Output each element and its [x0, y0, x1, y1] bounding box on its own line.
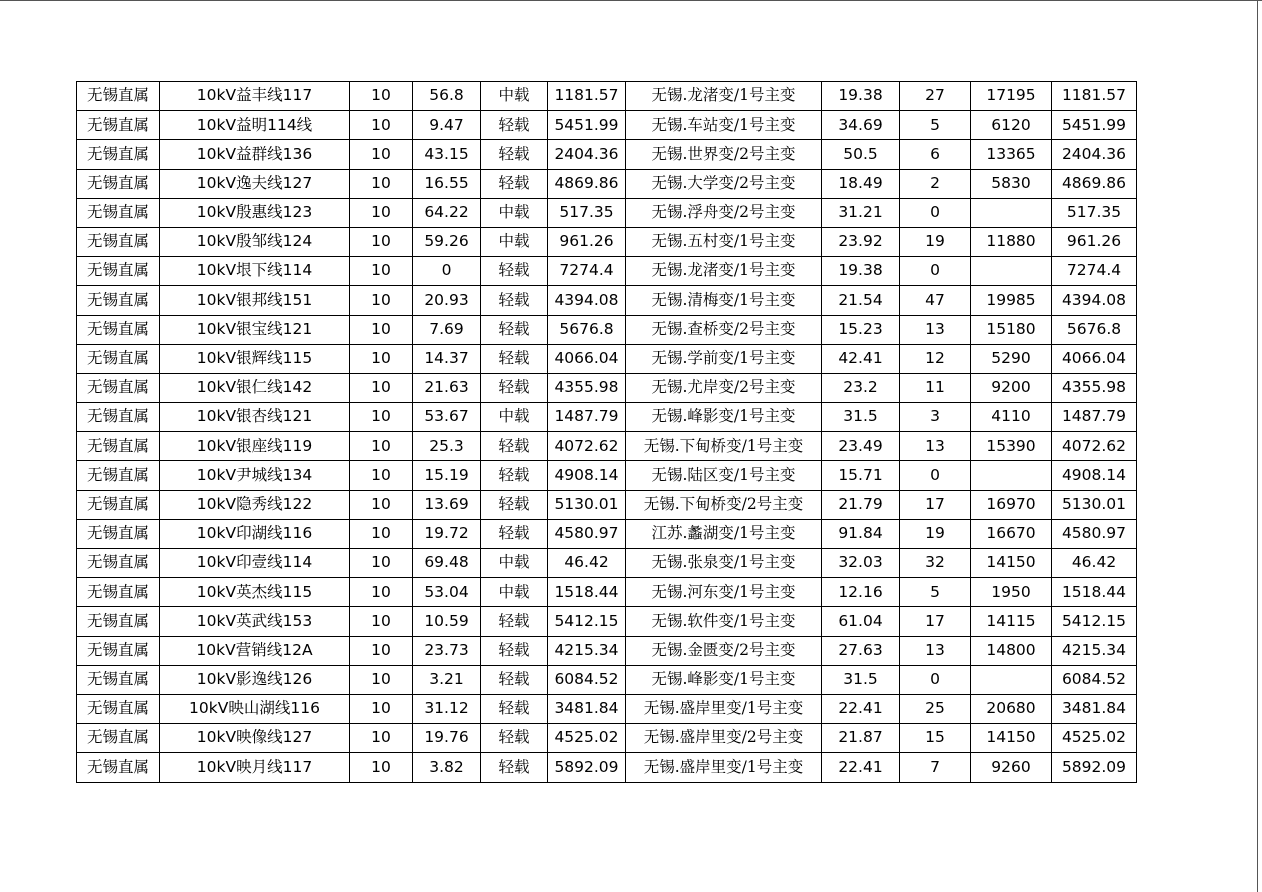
remaining-capacity-cell: 1487.79	[1052, 403, 1137, 432]
region-cell: 无锡直属	[77, 665, 160, 694]
user-count-cell: 17	[900, 607, 971, 636]
load-rate-cell: 53.67	[413, 403, 481, 432]
remaining-capacity-cell: 5412.15	[1052, 607, 1137, 636]
transformer-cell: 无锡.学前变/1号主变	[626, 344, 822, 373]
remaining-capacity-cell: 5676.8	[1052, 315, 1137, 344]
user-count-cell: 13	[900, 636, 971, 665]
user-capacity-cell: 15390	[971, 432, 1052, 461]
page-top-border	[0, 0, 1262, 1]
available-capacity-cell: 4355.98	[548, 373, 626, 402]
voltage-cell: 10	[350, 724, 413, 753]
user-capacity-cell: 9260	[971, 753, 1052, 782]
load-status-cell: 轻载	[481, 607, 548, 636]
transformer-load-rate-cell: 91.84	[822, 519, 900, 548]
user-count-cell: 3	[900, 403, 971, 432]
transformer-load-rate-cell: 23.2	[822, 373, 900, 402]
load-rate-cell: 69.48	[413, 549, 481, 578]
table-row	[77, 169, 1137, 198]
load-status-cell: 中载	[481, 549, 548, 578]
transformer-load-rate-cell: 31.5	[822, 403, 900, 432]
table-row	[77, 694, 1137, 723]
table-row	[77, 490, 1137, 519]
transformer-load-rate-cell: 19.38	[822, 257, 900, 286]
region-cell: 无锡直属	[77, 227, 160, 256]
available-capacity-cell: 46.42	[548, 549, 626, 578]
region-cell: 无锡直属	[77, 432, 160, 461]
transformer-cell: 无锡.五村变/1号主变	[626, 227, 822, 256]
load-status-cell: 轻载	[481, 315, 548, 344]
user-capacity-cell	[971, 257, 1052, 286]
user-count-cell: 13	[900, 315, 971, 344]
voltage-cell: 10	[350, 519, 413, 548]
region-cell: 无锡直属	[77, 286, 160, 315]
load-rate-cell: 59.26	[413, 227, 481, 256]
user-capacity-cell: 6120	[971, 111, 1052, 140]
table-row	[77, 315, 1137, 344]
line-name-cell: 10kV银宝线121	[160, 315, 350, 344]
user-count-cell: 5	[900, 111, 971, 140]
load-rate-cell: 20.93	[413, 286, 481, 315]
voltage-cell: 10	[350, 432, 413, 461]
transformer-cell: 无锡.金匮变/2号主变	[626, 636, 822, 665]
table-row	[77, 344, 1137, 373]
line-name-cell: 10kV映山湖线116	[160, 694, 350, 723]
available-capacity-cell: 5130.01	[548, 490, 626, 519]
available-capacity-cell: 7274.4	[548, 257, 626, 286]
transformer-load-rate-cell: 42.41	[822, 344, 900, 373]
remaining-capacity-cell: 4066.04	[1052, 344, 1137, 373]
region-cell: 无锡直属	[77, 461, 160, 490]
transformer-load-rate-cell: 18.49	[822, 169, 900, 198]
table-row	[77, 461, 1137, 490]
transformer-load-rate-cell: 12.16	[822, 578, 900, 607]
transformer-load-rate-cell: 31.21	[822, 198, 900, 227]
user-count-cell: 0	[900, 665, 971, 694]
line-name-cell: 10kV银仁线142	[160, 373, 350, 402]
transformer-load-rate-cell: 34.69	[822, 111, 900, 140]
available-capacity-cell: 2404.36	[548, 140, 626, 169]
table-row	[77, 140, 1137, 169]
table-row	[77, 753, 1137, 782]
line-name-cell: 10kV映像线127	[160, 724, 350, 753]
transformer-load-rate-cell: 23.49	[822, 432, 900, 461]
user-count-cell: 0	[900, 257, 971, 286]
transformer-cell: 无锡.陆区变/1号主变	[626, 461, 822, 490]
voltage-cell: 10	[350, 257, 413, 286]
region-cell: 无锡直属	[77, 111, 160, 140]
transformer-cell: 无锡.下甸桥变/2号主变	[626, 490, 822, 519]
region-cell: 无锡直属	[77, 140, 160, 169]
user-capacity-cell: 15180	[971, 315, 1052, 344]
load-rate-cell: 16.55	[413, 169, 481, 198]
user-count-cell: 12	[900, 344, 971, 373]
available-capacity-cell: 4869.86	[548, 169, 626, 198]
table-row	[77, 519, 1137, 548]
region-cell: 无锡直属	[77, 490, 160, 519]
load-status-cell: 轻载	[481, 753, 548, 782]
transformer-cell: 无锡.盛岸里变/1号主变	[626, 694, 822, 723]
transformer-load-rate-cell: 15.71	[822, 461, 900, 490]
line-name-cell: 10kV银邦线151	[160, 286, 350, 315]
remaining-capacity-cell: 1518.44	[1052, 578, 1137, 607]
region-cell: 无锡直属	[77, 519, 160, 548]
user-capacity-cell: 5290	[971, 344, 1052, 373]
load-status-cell: 轻载	[481, 257, 548, 286]
available-capacity-cell: 961.26	[548, 227, 626, 256]
line-name-cell: 10kV银座线119	[160, 432, 350, 461]
remaining-capacity-cell: 5451.99	[1052, 111, 1137, 140]
region-cell: 无锡直属	[77, 753, 160, 782]
table-row	[77, 257, 1137, 286]
available-capacity-cell: 4072.62	[548, 432, 626, 461]
table-row	[77, 578, 1137, 607]
remaining-capacity-cell: 4355.98	[1052, 373, 1137, 402]
load-rate-cell: 13.69	[413, 490, 481, 519]
available-capacity-cell: 6084.52	[548, 665, 626, 694]
feeder-load-table	[76, 81, 1137, 783]
load-rate-cell: 19.76	[413, 724, 481, 753]
table-row	[77, 665, 1137, 694]
region-cell: 无锡直属	[77, 549, 160, 578]
load-status-cell: 中载	[481, 227, 548, 256]
load-status-cell: 中载	[481, 403, 548, 432]
load-rate-cell: 10.59	[413, 607, 481, 636]
user-capacity-cell: 11880	[971, 227, 1052, 256]
transformer-cell: 无锡.龙渚变/1号主变	[626, 257, 822, 286]
transformer-load-rate-cell: 32.03	[822, 549, 900, 578]
region-cell: 无锡直属	[77, 636, 160, 665]
available-capacity-cell: 5892.09	[548, 753, 626, 782]
available-capacity-cell: 4066.04	[548, 344, 626, 373]
transformer-load-rate-cell: 50.5	[822, 140, 900, 169]
voltage-cell: 10	[350, 227, 413, 256]
transformer-cell: 无锡.张泉变/1号主变	[626, 549, 822, 578]
load-status-cell: 中载	[481, 578, 548, 607]
region-cell: 无锡直属	[77, 373, 160, 402]
transformer-cell: 无锡.盛岸里变/2号主变	[626, 724, 822, 753]
user-count-cell: 25	[900, 694, 971, 723]
load-rate-cell: 25.3	[413, 432, 481, 461]
transformer-cell: 无锡.盛岸里变/1号主变	[626, 753, 822, 782]
line-name-cell: 10kV影逸线126	[160, 665, 350, 694]
user-count-cell: 0	[900, 198, 971, 227]
voltage-cell: 10	[350, 344, 413, 373]
voltage-cell: 10	[350, 373, 413, 402]
remaining-capacity-cell: 4215.34	[1052, 636, 1137, 665]
load-status-cell: 轻载	[481, 461, 548, 490]
load-rate-cell: 53.04	[413, 578, 481, 607]
transformer-cell: 无锡.清梅变/1号主变	[626, 286, 822, 315]
transformer-load-rate-cell: 15.23	[822, 315, 900, 344]
region-cell: 无锡直属	[77, 257, 160, 286]
transformer-load-rate-cell: 21.87	[822, 724, 900, 753]
voltage-cell: 10	[350, 753, 413, 782]
line-name-cell: 10kV印湖线116	[160, 519, 350, 548]
table-row	[77, 549, 1137, 578]
user-count-cell: 13	[900, 432, 971, 461]
remaining-capacity-cell: 46.42	[1052, 549, 1137, 578]
line-name-cell: 10kV垠下线114	[160, 257, 350, 286]
transformer-load-rate-cell: 21.54	[822, 286, 900, 315]
user-capacity-cell: 4110	[971, 403, 1052, 432]
user-count-cell: 19	[900, 227, 971, 256]
user-capacity-cell: 14150	[971, 549, 1052, 578]
user-count-cell: 47	[900, 286, 971, 315]
remaining-capacity-cell: 4869.86	[1052, 169, 1137, 198]
load-status-cell: 轻载	[481, 111, 548, 140]
transformer-cell: 无锡.下甸桥变/1号主变	[626, 432, 822, 461]
line-name-cell: 10kV银辉线115	[160, 344, 350, 373]
load-rate-cell: 56.8	[413, 82, 481, 111]
user-count-cell: 6	[900, 140, 971, 169]
remaining-capacity-cell: 961.26	[1052, 227, 1137, 256]
remaining-capacity-cell: 4580.97	[1052, 519, 1137, 548]
voltage-cell: 10	[350, 461, 413, 490]
available-capacity-cell: 1518.44	[548, 578, 626, 607]
voltage-cell: 10	[350, 490, 413, 519]
region-cell: 无锡直属	[77, 403, 160, 432]
line-name-cell: 10kV营销线12A	[160, 636, 350, 665]
user-capacity-cell: 16670	[971, 519, 1052, 548]
transformer-load-rate-cell: 23.92	[822, 227, 900, 256]
voltage-cell: 10	[350, 578, 413, 607]
available-capacity-cell: 1181.57	[548, 82, 626, 111]
load-rate-cell: 23.73	[413, 636, 481, 665]
user-capacity-cell	[971, 665, 1052, 694]
load-status-cell: 轻载	[481, 286, 548, 315]
voltage-cell: 10	[350, 636, 413, 665]
user-count-cell: 11	[900, 373, 971, 402]
load-status-cell: 轻载	[481, 636, 548, 665]
line-name-cell: 10kV印壹线114	[160, 549, 350, 578]
load-rate-cell: 31.12	[413, 694, 481, 723]
table-row	[77, 373, 1137, 402]
table-row	[77, 403, 1137, 432]
line-name-cell: 10kV逸夫线127	[160, 169, 350, 198]
line-name-cell: 10kV益群线136	[160, 140, 350, 169]
load-rate-cell: 9.47	[413, 111, 481, 140]
remaining-capacity-cell: 4394.08	[1052, 286, 1137, 315]
load-rate-cell: 3.82	[413, 753, 481, 782]
region-cell: 无锡直属	[77, 607, 160, 636]
user-count-cell: 2	[900, 169, 971, 198]
table-row	[77, 724, 1137, 753]
transformer-load-rate-cell: 27.63	[822, 636, 900, 665]
voltage-cell: 10	[350, 82, 413, 111]
load-status-cell: 轻载	[481, 724, 548, 753]
load-status-cell: 轻载	[481, 665, 548, 694]
transformer-load-rate-cell: 61.04	[822, 607, 900, 636]
line-name-cell: 10kV殷惠线123	[160, 198, 350, 227]
load-rate-cell: 14.37	[413, 344, 481, 373]
remaining-capacity-cell: 3481.84	[1052, 694, 1137, 723]
load-status-cell: 轻载	[481, 140, 548, 169]
transformer-cell: 无锡.河东变/1号主变	[626, 578, 822, 607]
available-capacity-cell: 5412.15	[548, 607, 626, 636]
transformer-cell: 无锡.浮舟变/2号主变	[626, 198, 822, 227]
user-capacity-cell: 13365	[971, 140, 1052, 169]
available-capacity-cell: 517.35	[548, 198, 626, 227]
remaining-capacity-cell: 4908.14	[1052, 461, 1137, 490]
user-count-cell: 0	[900, 461, 971, 490]
remaining-capacity-cell: 2404.36	[1052, 140, 1137, 169]
available-capacity-cell: 5676.8	[548, 315, 626, 344]
user-count-cell: 32	[900, 549, 971, 578]
user-capacity-cell	[971, 461, 1052, 490]
remaining-capacity-cell: 1181.57	[1052, 82, 1137, 111]
table-row	[77, 286, 1137, 315]
user-capacity-cell: 17195	[971, 82, 1052, 111]
user-capacity-cell: 14150	[971, 724, 1052, 753]
table-row	[77, 636, 1137, 665]
transformer-cell: 无锡.查桥变/2号主变	[626, 315, 822, 344]
table-row	[77, 607, 1137, 636]
voltage-cell: 10	[350, 665, 413, 694]
user-count-cell: 19	[900, 519, 971, 548]
voltage-cell: 10	[350, 111, 413, 140]
remaining-capacity-cell: 7274.4	[1052, 257, 1137, 286]
page-right-border	[1257, 0, 1258, 892]
transformer-cell: 无锡.软件变/1号主变	[626, 607, 822, 636]
transformer-cell: 无锡.龙渚变/1号主变	[626, 82, 822, 111]
load-status-cell: 轻载	[481, 694, 548, 723]
transformer-load-rate-cell: 22.41	[822, 694, 900, 723]
voltage-cell: 10	[350, 140, 413, 169]
voltage-cell: 10	[350, 549, 413, 578]
load-rate-cell: 64.22	[413, 198, 481, 227]
available-capacity-cell: 3481.84	[548, 694, 626, 723]
load-rate-cell: 7.69	[413, 315, 481, 344]
region-cell: 无锡直属	[77, 578, 160, 607]
transformer-cell: 无锡.尤岸变/2号主变	[626, 373, 822, 402]
table-row	[77, 227, 1137, 256]
table-body	[77, 82, 1137, 783]
available-capacity-cell: 4394.08	[548, 286, 626, 315]
remaining-capacity-cell: 4072.62	[1052, 432, 1137, 461]
load-status-cell: 中载	[481, 82, 548, 111]
line-name-cell: 10kV尹城线134	[160, 461, 350, 490]
available-capacity-cell: 1487.79	[548, 403, 626, 432]
region-cell: 无锡直属	[77, 724, 160, 753]
transformer-load-rate-cell: 21.79	[822, 490, 900, 519]
user-capacity-cell: 9200	[971, 373, 1052, 402]
user-capacity-cell: 1950	[971, 578, 1052, 607]
user-capacity-cell: 14800	[971, 636, 1052, 665]
available-capacity-cell: 4215.34	[548, 636, 626, 665]
remaining-capacity-cell: 517.35	[1052, 198, 1137, 227]
line-name-cell: 10kV英杰线115	[160, 578, 350, 607]
voltage-cell: 10	[350, 198, 413, 227]
line-name-cell: 10kV殷邹线124	[160, 227, 350, 256]
transformer-cell: 无锡.车站变/1号主变	[626, 111, 822, 140]
available-capacity-cell: 5451.99	[548, 111, 626, 140]
region-cell: 无锡直属	[77, 694, 160, 723]
load-rate-cell: 3.21	[413, 665, 481, 694]
load-rate-cell: 21.63	[413, 373, 481, 402]
region-cell: 无锡直属	[77, 198, 160, 227]
transformer-cell: 无锡.世界变/2号主变	[626, 140, 822, 169]
user-count-cell: 17	[900, 490, 971, 519]
user-capacity-cell: 14115	[971, 607, 1052, 636]
load-status-cell: 轻载	[481, 169, 548, 198]
remaining-capacity-cell: 5892.09	[1052, 753, 1137, 782]
user-capacity-cell: 16970	[971, 490, 1052, 519]
remaining-capacity-cell: 5130.01	[1052, 490, 1137, 519]
available-capacity-cell: 4525.02	[548, 724, 626, 753]
load-rate-cell: 0	[413, 257, 481, 286]
user-capacity-cell: 19985	[971, 286, 1052, 315]
line-name-cell: 10kV银杏线121	[160, 403, 350, 432]
load-status-cell: 轻载	[481, 373, 548, 402]
load-status-cell: 轻载	[481, 519, 548, 548]
user-count-cell: 7	[900, 753, 971, 782]
table-row	[77, 111, 1137, 140]
region-cell: 无锡直属	[77, 344, 160, 373]
available-capacity-cell: 4580.97	[548, 519, 626, 548]
load-status-cell: 轻载	[481, 490, 548, 519]
transformer-cell: 江苏.蠡湖变/1号主变	[626, 519, 822, 548]
line-name-cell: 10kV益明114线	[160, 111, 350, 140]
transformer-load-rate-cell: 22.41	[822, 753, 900, 782]
user-count-cell: 5	[900, 578, 971, 607]
region-cell: 无锡直属	[77, 82, 160, 111]
voltage-cell: 10	[350, 286, 413, 315]
line-name-cell: 10kV益丰线117	[160, 82, 350, 111]
region-cell: 无锡直属	[77, 169, 160, 198]
load-status-cell: 轻载	[481, 432, 548, 461]
table-row	[77, 198, 1137, 227]
voltage-cell: 10	[350, 169, 413, 198]
voltage-cell: 10	[350, 607, 413, 636]
voltage-cell: 10	[350, 694, 413, 723]
user-capacity-cell	[971, 198, 1052, 227]
table-row	[77, 432, 1137, 461]
load-status-cell: 中载	[481, 198, 548, 227]
transformer-cell: 无锡.峰影变/1号主变	[626, 665, 822, 694]
table-row	[77, 82, 1137, 111]
line-name-cell: 10kV英武线153	[160, 607, 350, 636]
user-capacity-cell: 20680	[971, 694, 1052, 723]
load-rate-cell: 15.19	[413, 461, 481, 490]
load-rate-cell: 19.72	[413, 519, 481, 548]
user-capacity-cell: 5830	[971, 169, 1052, 198]
available-capacity-cell: 4908.14	[548, 461, 626, 490]
remaining-capacity-cell: 6084.52	[1052, 665, 1137, 694]
voltage-cell: 10	[350, 403, 413, 432]
load-rate-cell: 43.15	[413, 140, 481, 169]
load-status-cell: 轻载	[481, 344, 548, 373]
transformer-cell: 无锡.大学变/2号主变	[626, 169, 822, 198]
transformer-load-rate-cell: 19.38	[822, 82, 900, 111]
user-count-cell: 15	[900, 724, 971, 753]
region-cell: 无锡直属	[77, 315, 160, 344]
remaining-capacity-cell: 4525.02	[1052, 724, 1137, 753]
line-name-cell: 10kV隐秀线122	[160, 490, 350, 519]
user-count-cell: 27	[900, 82, 971, 111]
transformer-load-rate-cell: 31.5	[822, 665, 900, 694]
voltage-cell: 10	[350, 315, 413, 344]
line-name-cell: 10kV映月线117	[160, 753, 350, 782]
transformer-cell: 无锡.峰影变/1号主变	[626, 403, 822, 432]
